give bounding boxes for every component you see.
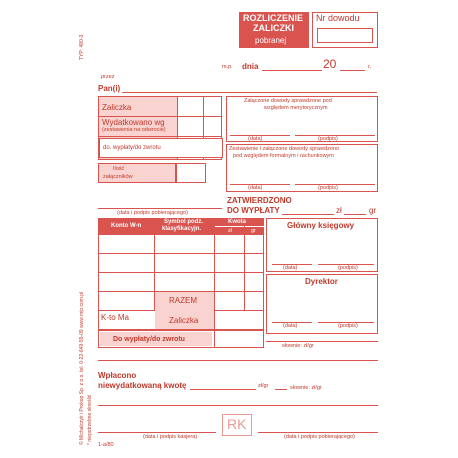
- side-note: * niepotrzebne skreślić: [87, 394, 93, 445]
- dyrektor-label: Dyrektor: [305, 277, 338, 286]
- formalny-line2: pod względem formalnym i rachunkowym: [233, 153, 334, 159]
- form-code: 1-a/80: [98, 442, 114, 448]
- formalny-podpis: (podpis): [318, 185, 338, 191]
- wplacono-line1: Wpłacono: [98, 371, 137, 380]
- bottom-slownie: słownie: zł/gr: [290, 385, 322, 391]
- dnia-label: dnia: [242, 62, 259, 71]
- col-konto: Konto W-n: [111, 223, 142, 229]
- zatw-gr: gr: [369, 206, 377, 215]
- ktoma-label: K-to Ma: [101, 313, 130, 322]
- merytoryczny-podpis: (podpis): [318, 136, 338, 142]
- wplacono-line2: niewydatkowaną kwotę: [98, 381, 187, 390]
- nr-dowodu-field[interactable]: [317, 28, 373, 43]
- wydatkowano-label: Wydatkowano wg: [102, 118, 165, 127]
- merytoryczny-data: (data): [248, 136, 263, 142]
- data-pobierajacego: (data i podpis pobierającego): [284, 434, 355, 440]
- wydatkowano-sub: (zestawienia na odwrocie): [102, 127, 166, 133]
- side-publisher: © Michalczyk i Prokop Sp. z o.o. tel. 0-22-649-55-09 www.mip.com.pl: [79, 291, 85, 445]
- data-kasjera: (data i podpis kasjera): [143, 434, 198, 440]
- dyrektor-podpis: (podpis): [338, 323, 358, 329]
- pan-label: Pan(i): [98, 84, 121, 93]
- glowny-label: Główny księgowy: [287, 221, 355, 230]
- formalny-line1: Zestawienie i załączone dowody sprawdzono: [229, 146, 340, 152]
- col-kwota: Kwota: [228, 219, 246, 225]
- title-line2: ZALICZKI: [253, 23, 294, 33]
- glowny-podpis: (podpis): [338, 265, 358, 271]
- mp-label: m.p.: [222, 64, 233, 70]
- razem-label: RAZEM: [169, 296, 197, 305]
- col-symbol-line2: klasyfikacyjn.: [162, 226, 202, 232]
- col-gr: gr: [251, 228, 256, 234]
- slownie-right: słownie: zł/gr: [282, 343, 314, 349]
- title-line3: pobranej: [255, 36, 287, 45]
- pan-line: [122, 92, 377, 93]
- year-label: 20: [323, 57, 337, 71]
- nr-dowodu-label: Nr dowodu: [316, 13, 360, 23]
- year-line: [340, 70, 365, 71]
- data-podpis-pobierajacego: (data i podpis pobierającego): [117, 210, 188, 216]
- col-zl: zł: [228, 228, 232, 234]
- title-line1: ROZLICZENIE: [243, 13, 303, 23]
- ilosc-box: [98, 163, 176, 183]
- glowny-data: (data): [283, 265, 298, 271]
- dyrektor-data: (data): [283, 323, 298, 329]
- zaliczka-label: Zaliczka: [102, 103, 132, 112]
- dnia-line: [262, 70, 322, 71]
- merytoryczny-line1: Załączone dowody sprawdzone pod: [244, 98, 332, 104]
- ilosc-line2: załączników: [103, 174, 133, 180]
- col-symbol-line1: Symbol podz.: [164, 219, 203, 225]
- ilosc-field[interactable]: [176, 163, 206, 183]
- zatwierdzono-line2: DO WYPŁATY: [227, 206, 280, 215]
- year-suffix: r.: [368, 64, 372, 70]
- table-do-wyplaty: Do wypłaty/do zwrotu: [113, 336, 185, 343]
- merytoryczny-line2: względem merytorycznym: [264, 105, 328, 111]
- do-wyplaty-label: do. wypłaty/do zwrotu: [103, 145, 161, 151]
- ilosc-line1: Ilość: [113, 166, 125, 172]
- table-zaliczka: Zaliczka: [169, 316, 199, 325]
- side-typ: TYP: 480-3: [79, 34, 85, 60]
- zatw-zl: zł: [336, 206, 342, 215]
- formalny-data: (data): [248, 185, 263, 191]
- rk-label: RK: [227, 416, 247, 432]
- bottom-zlgr: zł/gr: [258, 383, 269, 389]
- przez-label: przez: [101, 74, 115, 80]
- zatwierdzono-line1: ZATWIERDZONO: [227, 196, 292, 205]
